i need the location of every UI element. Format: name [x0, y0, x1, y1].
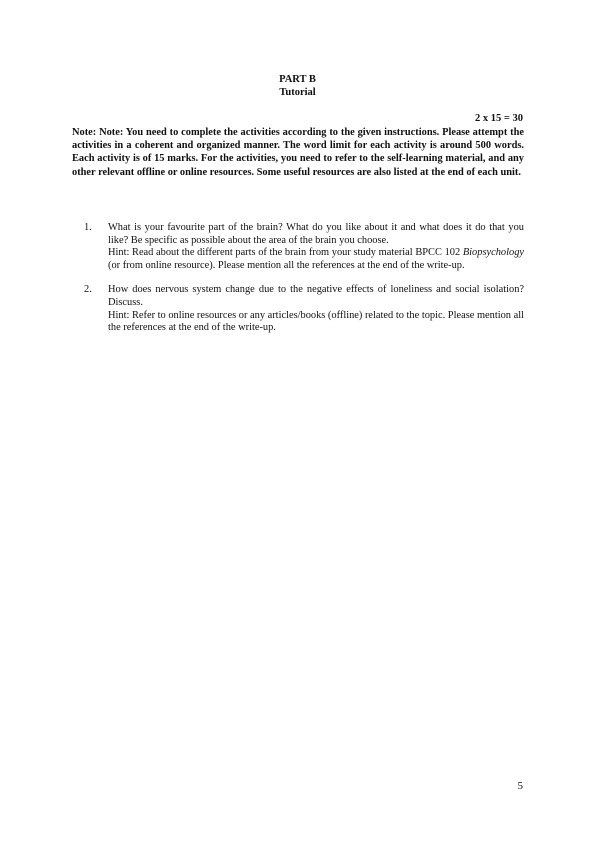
- hint-text: Hint: Read about the different parts of the brain from your study material BPCC 102: [108, 247, 463, 259]
- hint-text-cont: (or from online resource). Please mention all the references at the end of the write-up.: [108, 259, 465, 271]
- part-title: PART B: [279, 74, 316, 85]
- question-list: [84, 222, 524, 347]
- question-text: What is your favourite part of the brain? What do you like about it and what does it do that you like? Be specific as possible about the area of the brain you choose.: [108, 222, 524, 246]
- marks-total: 2 x 15 = 30: [475, 113, 523, 124]
- section-subtitle: Tutorial: [279, 87, 316, 98]
- question-item: [84, 222, 524, 272]
- question-hint: [108, 310, 524, 335]
- page-number: 5: [517, 780, 523, 792]
- question-number: 1.: [84, 222, 92, 233]
- question-text: How does nervous system change due to the negative effects of loneliness and social isolation? Discuss.: [108, 284, 524, 308]
- hint-book-title: Biopsychology: [462, 247, 524, 259]
- question-hint: [108, 247, 524, 272]
- instructions-note: Note: Note: You need to complete the activities according to the given instructions. Please attempt the activities in a coherent and organized manner. The word limit for each activity is around 500 words. Each activity is of 15 marks. For the activities, you need to refer to the self-learning material, and any other relevant offline or online resources. Some useful resources are also listed at the end of each unit.: [72, 127, 524, 178]
- question-item: [84, 284, 524, 334]
- hint-text: Hint: Refer to online resources or any articles/books (offline) related to the topic. Please mention all the references at the end of the write-up.: [108, 309, 524, 334]
- question-number: 2.: [84, 284, 92, 296]
